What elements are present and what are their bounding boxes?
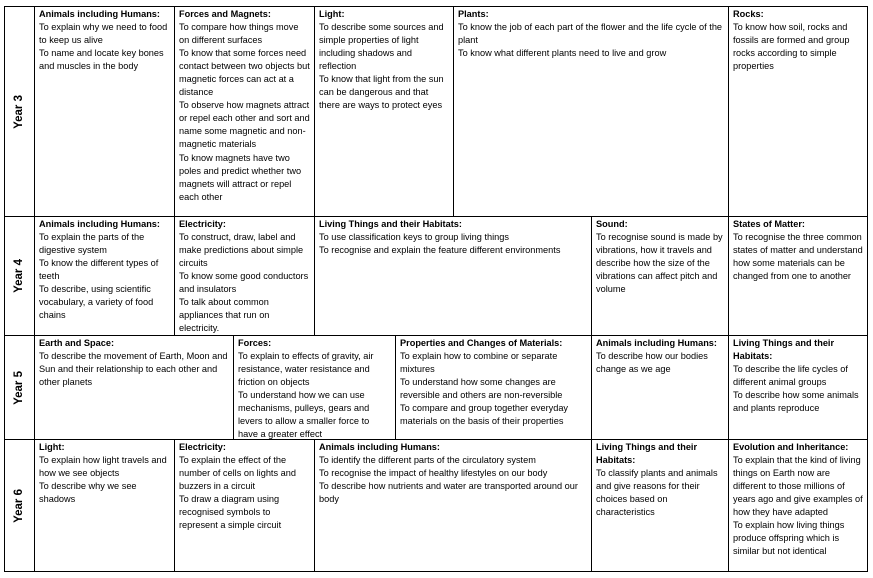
topic-heading: Living Things and their Habitats: (733, 338, 835, 362)
objective: To recognise the three common states of matter and understand how some materials can be changed from one to another (733, 232, 863, 282)
topic-heading: Living Things and their Habitats: (319, 219, 462, 229)
topic-cell (591, 439, 729, 572)
topic-heading: Properties and Changes of Materials: (400, 338, 563, 348)
objective: To know what different plants need to live and grow (458, 48, 667, 59)
objective: To construct, draw, label and make predictions about simple circuits (179, 232, 304, 269)
objective: To compare how things move on different surfaces (179, 22, 299, 46)
objective: To know how soil, rocks and fossils are formed and group rocks according to simple properties (733, 22, 850, 72)
topic-heading: Light: (319, 9, 345, 19)
objective: To know the different types of teeth (39, 258, 159, 282)
topic-heading: Evolution and Inheritance: (733, 442, 849, 452)
topic-cell (174, 439, 315, 572)
year-label-cell (4, 6, 35, 217)
topic-cell (728, 6, 868, 217)
objective: To describe, using scientific vocabulary, a variety of food chains (39, 284, 154, 321)
objective: To describe how our bodies change as we age (596, 351, 708, 375)
topic-cell (34, 335, 234, 440)
objective: To know that light from the sun can be dangerous and that there are ways to protect eyes (319, 74, 444, 111)
topic-cell (728, 439, 868, 572)
topic-cell (314, 439, 592, 572)
objective: To use classification keys to group living things (319, 232, 509, 243)
topic-cell (34, 6, 175, 217)
year-label: Year 3 (12, 94, 25, 129)
topic-heading: States of Matter: (733, 219, 805, 229)
topic-cell (395, 335, 592, 440)
topic-heading: Electricity: (179, 442, 226, 452)
objective: To explain to effects of gravity, air resistance, water resistance and friction on objects (238, 351, 374, 388)
objective: To identify the different parts of the circulatory system (319, 455, 536, 466)
objective: To explain that the kind of living things on Earth now are different to those millions of years ago and give examples of how they have adapted (733, 455, 863, 518)
topic-cell (453, 6, 729, 217)
topic-cell (314, 216, 592, 336)
topic-cell (728, 335, 868, 440)
objective: To describe how some animals and plants reproduce (733, 390, 859, 414)
science-curriculum-table (4, 6, 868, 572)
topic-cell (728, 216, 868, 336)
objective: To describe the life cycles of different animal groups (733, 364, 848, 388)
objective: To describe some sources and simple properties of light including shadows and reflection (319, 22, 444, 72)
topic-heading: Animals including Humans: (319, 442, 440, 452)
objective: To explain the parts of the digestive system (39, 232, 145, 256)
objective: To know that some forces need contact between two objects but magnetic forces can act at a distance (179, 48, 310, 98)
topic-heading: Earth and Space: (39, 338, 115, 348)
topic-cell (591, 335, 729, 440)
objective: To classify plants and animals and give reasons for their choices based on characteristics (596, 468, 718, 518)
year-label: Year 5 (12, 370, 25, 405)
objective: To name and locate key bones and muscles in the body (39, 48, 164, 72)
year-label-cell (4, 216, 35, 336)
objective: To describe how nutrients and water are transported around our body (319, 481, 578, 505)
objective: To explain how to combine or separate mixtures (400, 351, 558, 375)
topic-cell (34, 439, 175, 572)
topic-cell (34, 216, 175, 336)
topic-heading: Plants: (458, 9, 489, 19)
objective: To know magnets have two poles and predict whether two magnets will attract or repel each other (179, 152, 302, 202)
topic-heading: Animals including Humans: (39, 9, 160, 19)
objective: To observe how magnets attract or repel each other and sort and name some magnetic and non-magnetic materials (179, 100, 310, 150)
objective: To know the job of each part of the flower and the life cycle of the plant (458, 22, 723, 46)
topic-heading: Forces and Magnets: (179, 9, 271, 19)
topic-cell (233, 335, 396, 440)
topic-cell (174, 216, 315, 336)
objective: To explain why we need to food to keep us alive (39, 22, 168, 46)
topic-heading: Light: (39, 442, 65, 452)
topic-cell (314, 6, 454, 217)
topic-cell (174, 6, 315, 217)
objective: To describe why we see shadows (39, 481, 137, 505)
objective: To recognise and explain the feature different environments (319, 245, 561, 256)
objective: To recognise sound is made by vibrations, how it travels and describe how the size of the vibrations can affect pitch and volume (596, 232, 723, 295)
year-label: Year 4 (12, 259, 25, 293)
objective: To draw a diagram using recognised symbols to represent a simple circuit (179, 494, 282, 531)
objective: To understand how we can use mechanisms, pulleys, gears and levers to allow a smaller force to have a greater effect (238, 390, 370, 440)
topic-heading: Living Things and their Habitats: (596, 442, 698, 466)
topic-heading: Animals including Humans: (39, 219, 160, 229)
objective: To explain how living things produce offspring which is similar but not identical (733, 520, 845, 557)
topic-heading: Electricity: (179, 219, 226, 229)
topic-heading: Animals including Humans: (596, 338, 717, 348)
year-label-cell (4, 335, 35, 440)
topic-cell (591, 216, 729, 336)
objective: To describe the movement of Earth, Moon and Sun and their relationship to each other and other planets (39, 351, 228, 388)
objective: To explain the effect of the number of cells on lights and buzzers in a circuit (179, 455, 296, 492)
objective: To explain how light travels and how we see objects (39, 455, 167, 479)
objective: To recognise the impact of healthy lifestyles on our body (319, 468, 548, 479)
objective: To compare and group together everyday materials on the basis of their properties (400, 403, 569, 427)
objective: To understand how some changes are reversible and others are non-reversible (400, 377, 563, 401)
objective: To talk about common appliances that run on electricity. (179, 297, 270, 334)
year-label: Year 6 (12, 488, 25, 523)
objective: To know some good conductors and insulators (179, 271, 309, 295)
year-label-cell (4, 439, 35, 572)
topic-heading: Forces: (238, 338, 272, 348)
topic-heading: Rocks: (733, 9, 764, 19)
topic-heading: Sound: (596, 219, 628, 229)
